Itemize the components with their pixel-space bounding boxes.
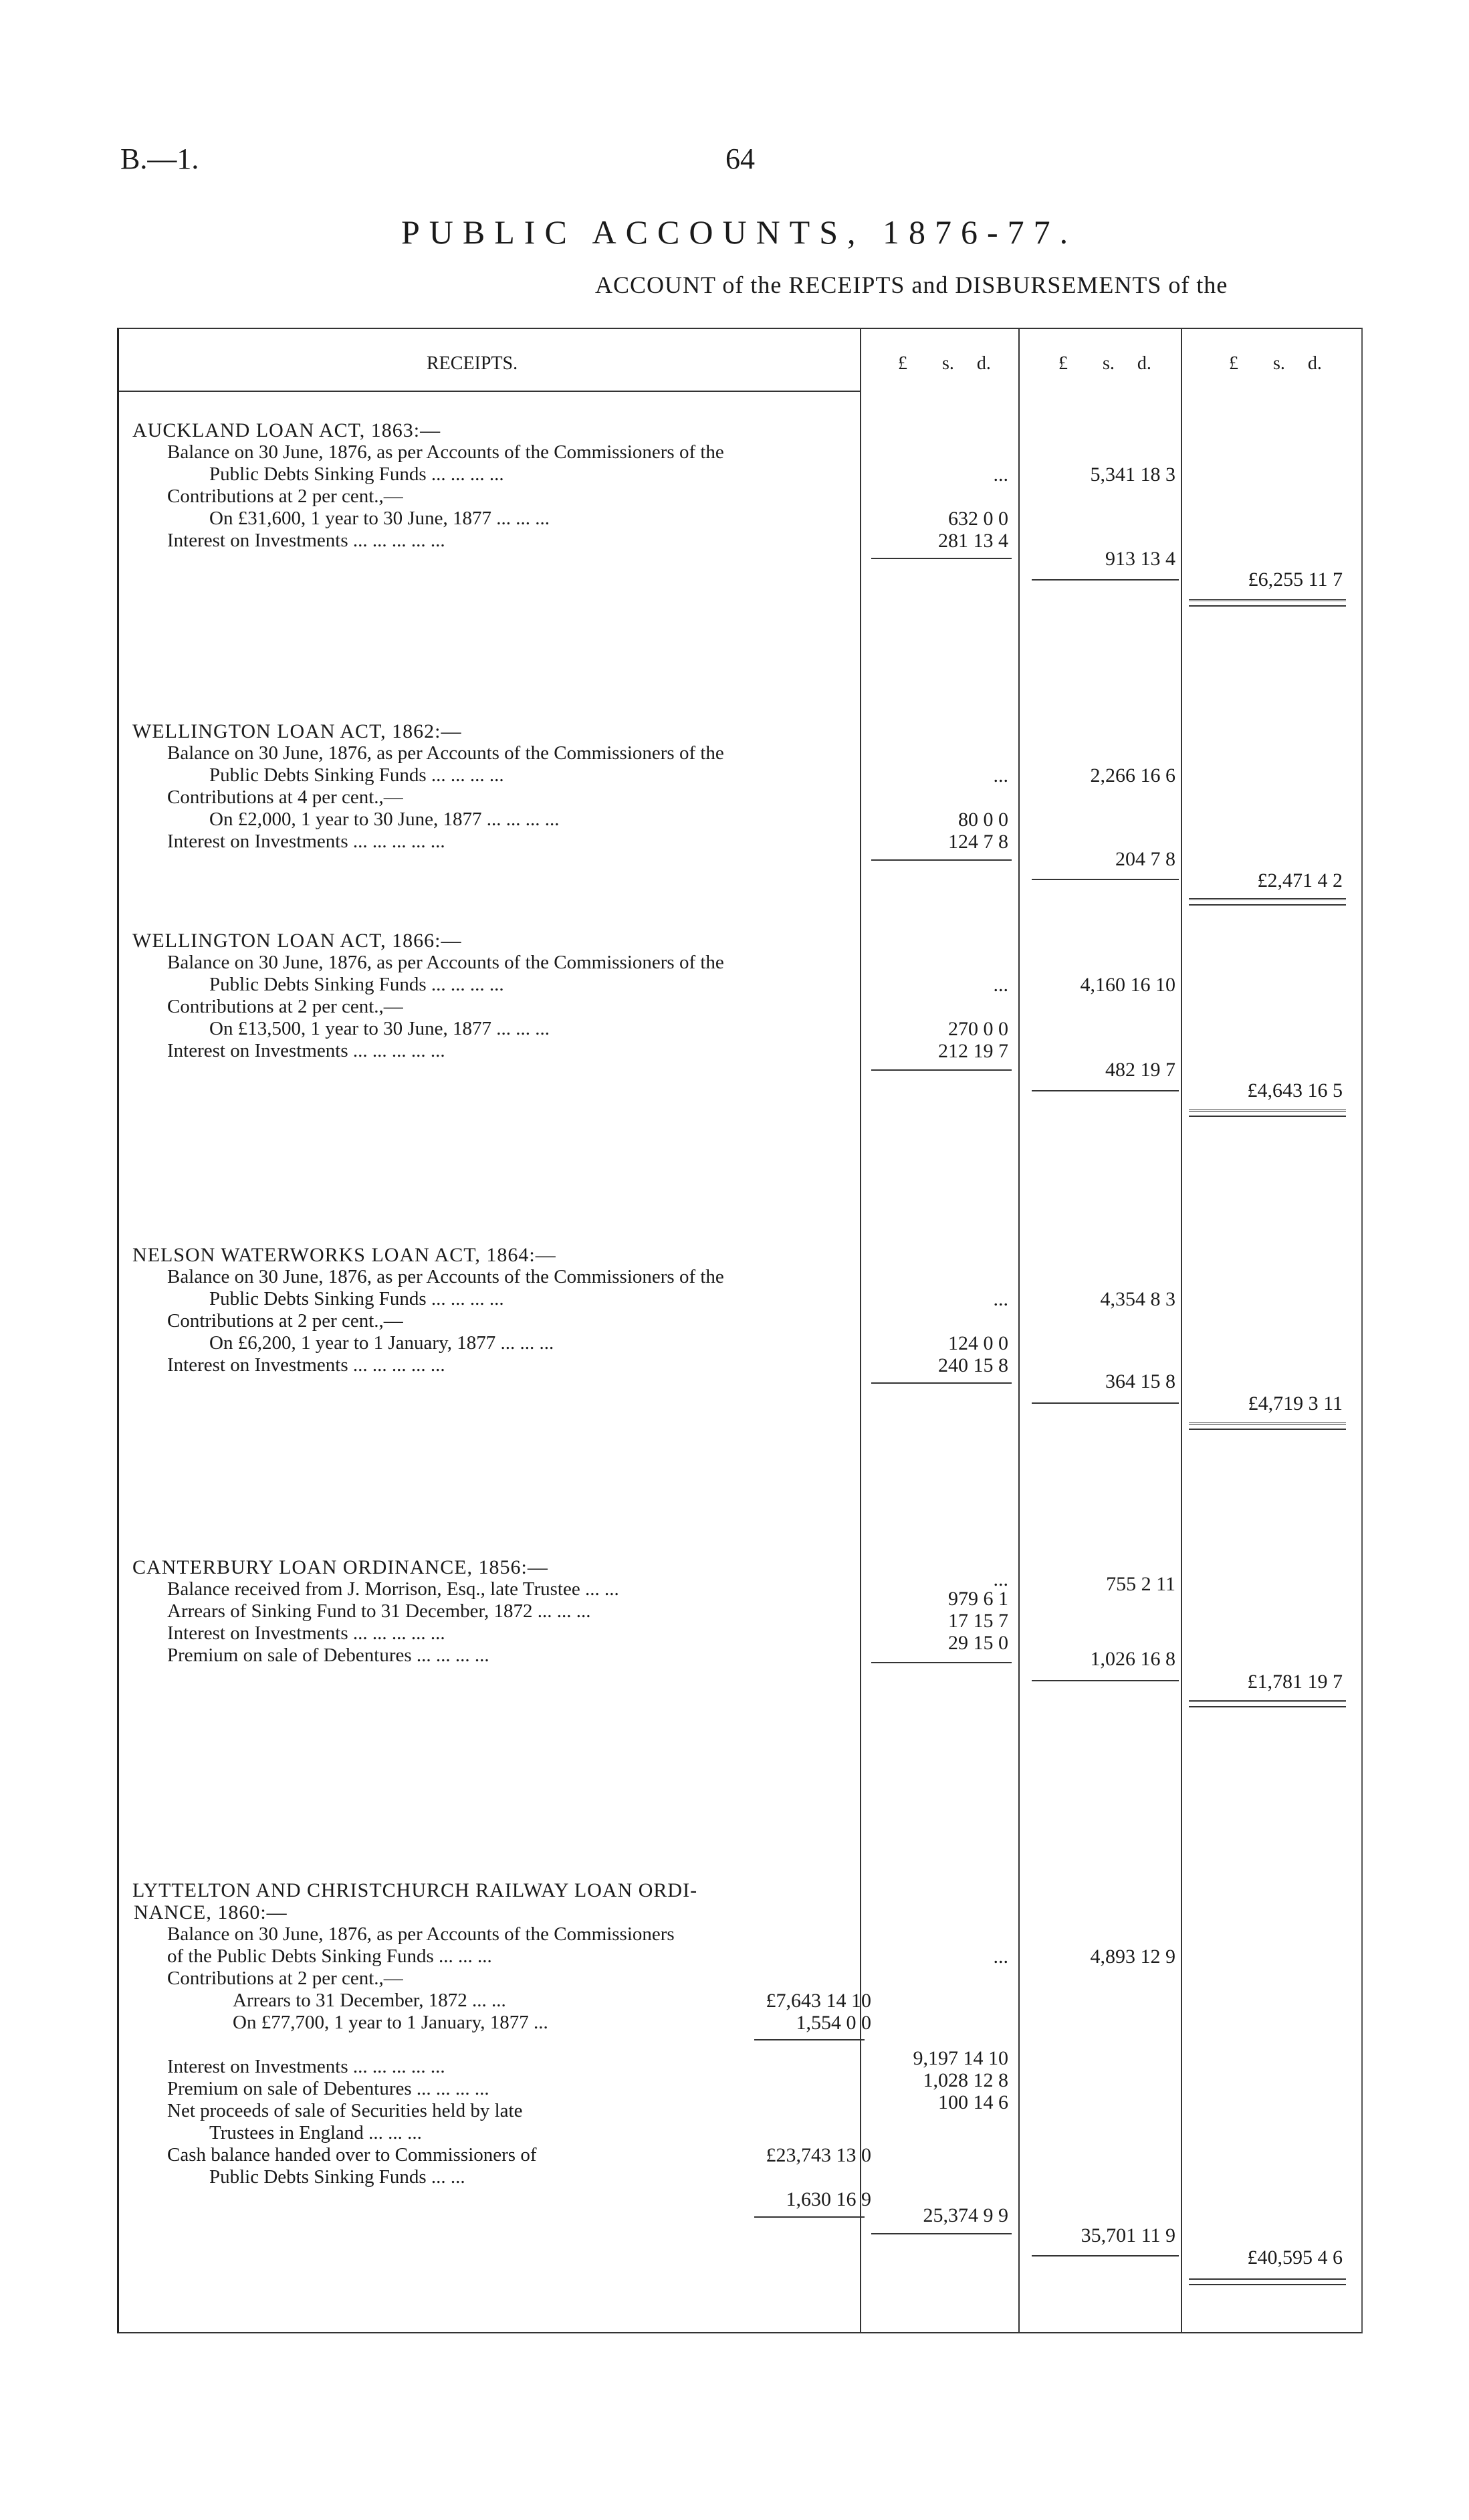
line-item: On £77,700, 1 year to 1 January, 1877 ...	[233, 2012, 548, 2033]
amount: 204 7 8	[1115, 848, 1175, 870]
sum-rule	[871, 1662, 1012, 1663]
amount: ...	[993, 1568, 1008, 1590]
line-item: Trustees in England ... ... ...	[209, 2122, 422, 2143]
section-title: WELLINGTON LOAN ACT, 1862:—	[132, 720, 462, 742]
line-item: Premium on sale of Debentures ... ... ... ...	[167, 1645, 489, 1666]
amount: 80 0 0	[958, 809, 1008, 831]
amount: 240 15 8	[938, 1354, 1008, 1376]
line-item: On £31,600, 1 year to 30 June, 1877 ... ... ...	[209, 508, 550, 529]
inner-amount: 1,630 16 9	[786, 2188, 871, 2210]
line-item: Interest on Investments ... ... ... ... ...	[167, 1354, 445, 1376]
sum-rule	[871, 1382, 1012, 1384]
total-double-rule	[1189, 599, 1346, 607]
amount: ...	[993, 463, 1008, 486]
section-canterbury	[132, 1556, 1363, 1667]
section-total: £1,781 19 7	[1247, 1671, 1343, 1693]
section-total: £4,643 16 5	[1247, 1079, 1343, 1101]
line-item: Contributions at 2 per cent.,—	[167, 996, 403, 1017]
section-total: £6,255 11 7	[1248, 568, 1343, 591]
amount: 755 2 11	[1106, 1573, 1175, 1595]
inner-amount: 1,554 0 0	[796, 2012, 871, 2034]
amount: 482 19 7	[1105, 1059, 1175, 1081]
line-item: Public Debts Sinking Funds ... ... ... ...	[209, 463, 504, 485]
section-total: £4,719 3 11	[1248, 1392, 1343, 1414]
line-item: Balance received from J. Morrison, Esq., late Trustee ... ...	[167, 1578, 619, 1600]
sum-rule	[1032, 2255, 1179, 2256]
amount: 281 13 4	[938, 530, 1008, 552]
currency-header-3: £ s. d.	[1229, 353, 1322, 374]
sum-rule	[871, 1069, 1012, 1071]
line-item: Premium on sale of Debentures ... ... ... ...	[167, 2078, 489, 2099]
amount: 29 15 0	[948, 1632, 1008, 1654]
sum-rule	[1032, 1402, 1179, 1404]
section-wellington-1866	[132, 930, 1363, 1062]
amount: 913 13 4	[1105, 548, 1175, 570]
section-title: WELLINGTON LOAN ACT, 1866:—	[132, 930, 462, 952]
line-item: Interest on Investments ... ... ... ... ...	[167, 530, 445, 551]
amount: 25,374 9 9	[923, 2204, 1008, 2226]
line-item: Contributions at 4 per cent.,—	[167, 786, 403, 808]
line-item: Contributions at 2 per cent.,—	[167, 1968, 403, 1989]
amount: 35,701 11 9	[1081, 2224, 1175, 2246]
header-rule	[119, 391, 861, 392]
line-item: Balance on 30 June, 1876, as per Accounts of the Commissioners of the	[167, 742, 724, 764]
section-title: CANTERBURY LOAN ORDINANCE, 1856:—	[132, 1556, 548, 1578]
amount: ...	[993, 974, 1008, 996]
line-item: of the Public Debts Sinking Funds ... ... ...	[167, 1946, 492, 1967]
section-wellington-1862	[132, 720, 1363, 853]
line-item: Interest on Investments ... ... ... ... ...	[167, 1622, 445, 1644]
section-title: AUCKLAND LOAN ACT, 1863:—	[132, 419, 441, 441]
amount: 9,197 14 10	[913, 2047, 1008, 2069]
line-item: Public Debts Sinking Funds ... ...	[209, 2166, 465, 2188]
total-double-rule	[1189, 1700, 1346, 1707]
line-item: Balance on 30 June, 1876, as per Accounts of the Commissioners of the	[167, 1266, 724, 1287]
sum-rule	[754, 2039, 865, 2040]
amount: 4,354 8 3	[1100, 1288, 1175, 1310]
sum-rule	[871, 2233, 1012, 2234]
line-item: Arrears to 31 December, 1872 ... ...	[233, 1990, 506, 2011]
line-item: Balance on 30 June, 1876, as per Accounts of the Commissioners of the	[167, 441, 724, 463]
amount: 4,160 16 10	[1080, 974, 1175, 996]
line-item: Arrears of Sinking Fund to 31 December, 1872 ... ... ...	[167, 1600, 591, 1622]
amount: 979 6 1	[948, 1588, 1008, 1610]
line-item: Interest on Investments ... ... ... ... ...	[167, 2056, 445, 2077]
total-double-rule	[1189, 898, 1346, 906]
sum-rule	[1032, 1090, 1179, 1091]
sum-rule	[871, 859, 1012, 861]
amount: 632 0 0	[948, 508, 1008, 530]
amount: 1,028 12 8	[923, 2069, 1008, 2091]
sum-rule	[754, 2216, 865, 2218]
amount: 2,266 16 6	[1090, 764, 1175, 786]
receipts-ledger	[117, 328, 1363, 2333]
amount: 124 7 8	[948, 831, 1008, 853]
line-item: Balance on 30 June, 1876, as per Accounts of the Commissioners	[167, 1923, 675, 1945]
line-item: On £6,200, 1 year to 1 January, 1877 ... ... ...	[209, 1332, 554, 1354]
sum-rule	[1032, 579, 1179, 581]
document-code: B.—1.	[120, 142, 199, 175]
amount: 17 15 7	[948, 1610, 1008, 1632]
section-title-continued: NANCE, 1860:—	[134, 1901, 288, 1923]
section-nelson-waterworks	[132, 1244, 1363, 1376]
inner-amount: £23,743 13 0	[766, 2144, 871, 2166]
line-item: Public Debts Sinking Funds ... ... ... ...	[209, 974, 504, 995]
currency-header-1: £ s. d.	[898, 353, 991, 374]
amount: 270 0 0	[948, 1018, 1008, 1040]
amount: ...	[993, 1288, 1008, 1310]
total-double-rule	[1189, 1423, 1346, 1430]
section-total: £2,471 4 2	[1257, 869, 1343, 891]
line-item: Contributions at 2 per cent.,—	[167, 1310, 403, 1332]
inner-amount: £7,643 14 10	[766, 1990, 871, 2012]
page-number: 64	[725, 142, 755, 175]
line-item: On £2,000, 1 year to 30 June, 1877 ... ... ... ...	[209, 809, 560, 830]
section-title: LYTTELTON AND CHRISTCHURCH RAILWAY LOAN ORDI-	[132, 1879, 698, 1901]
amount: 1,026 16 8	[1090, 1648, 1175, 1670]
sum-rule	[1032, 1680, 1179, 1681]
section-auckland	[132, 419, 1363, 552]
line-item: On £13,500, 1 year to 30 June, 1877 ... ... ...	[209, 1018, 550, 1039]
page-title: PUBLIC ACCOUNTS, 1876-77.	[401, 213, 1078, 251]
amount: 212 19 7	[938, 1040, 1008, 1062]
amount: ...	[993, 1946, 1008, 1968]
line-item: Interest on Investments ... ... ... ... ...	[167, 831, 445, 852]
total-double-rule	[1189, 2278, 1346, 2285]
line-item: Balance on 30 June, 1876, as per Accounts of the Commissioners of the	[167, 952, 724, 973]
line-item: Interest on Investments ... ... ... ... ...	[167, 1040, 445, 1061]
line-item: Public Debts Sinking Funds ... ... ... ...	[209, 1288, 504, 1309]
spacer	[132, 2034, 1363, 2056]
receipts-column-header: RECEIPTS.	[427, 353, 518, 374]
currency-header-2: £ s. d.	[1058, 353, 1151, 374]
amount: 100 14 6	[938, 2091, 1008, 2113]
line-item: Contributions at 2 per cent.,—	[167, 486, 403, 507]
line-item: Cash balance handed over to Commissioners of	[167, 2144, 537, 2166]
amount: ...	[993, 764, 1008, 786]
line-item: Net proceeds of sale of Securities held by late	[167, 2100, 523, 2121]
amount: 124 0 0	[948, 1332, 1008, 1354]
amount: 4,893 12 9	[1090, 1946, 1175, 1968]
sum-rule	[871, 558, 1012, 559]
amount: 5,341 18 3	[1090, 463, 1175, 486]
line-item: Public Debts Sinking Funds ... ... ... ...	[209, 764, 504, 786]
page-subtitle: ACCOUNT of the RECEIPTS and DISBURSEMENTS of the	[595, 272, 1228, 298]
section-total: £40,595 4 6	[1247, 2246, 1343, 2269]
section-title: NELSON WATERWORKS LOAN ACT, 1864:—	[132, 1244, 556, 1266]
amount: 364 15 8	[1105, 1370, 1175, 1392]
total-double-rule	[1189, 1110, 1346, 1117]
sum-rule	[1032, 879, 1179, 880]
